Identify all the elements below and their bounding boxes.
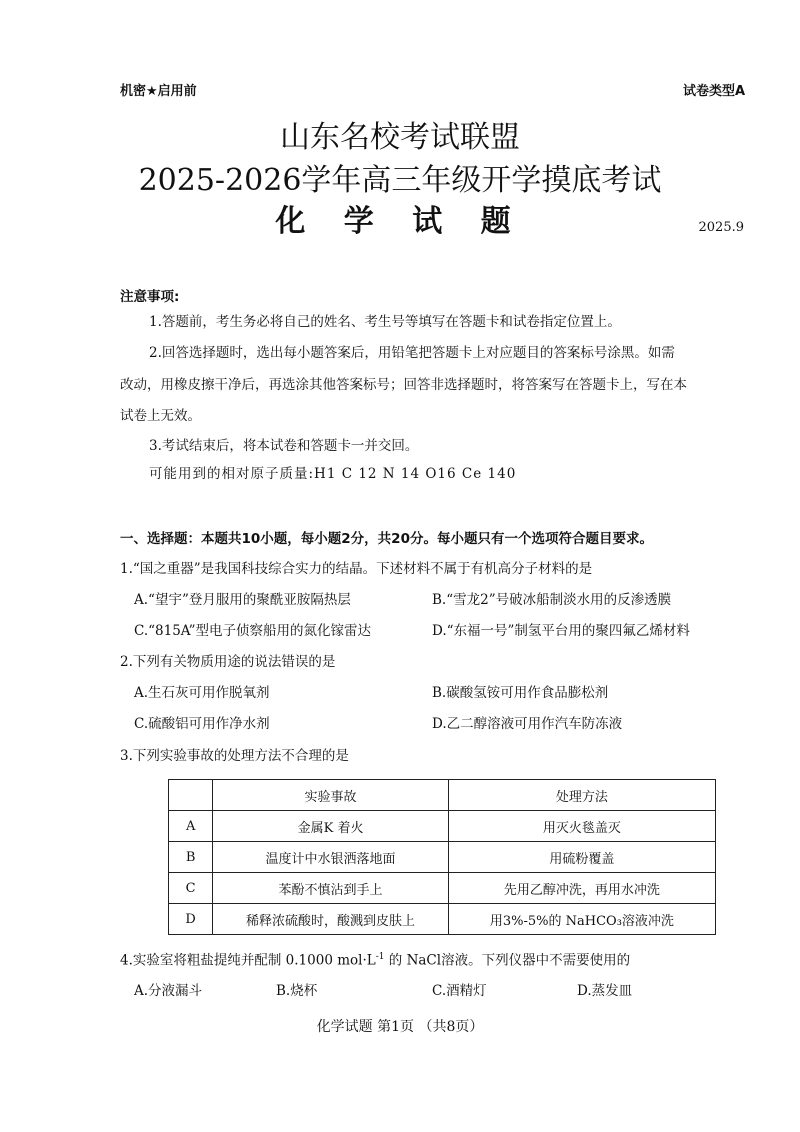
notice-item: 改动，用橡皮擦干净后，再选涂其他答案标号；回答非选择题时，将答案写在答题卡上，写在本 — [120, 377, 687, 393]
table-cell: A — [169, 811, 213, 842]
notice-item: 1.答题前，考生务必将自己的姓名、考生号等填写在答题卡和试卷指定位置上。 — [149, 314, 621, 330]
table-cell: 温度计中水银洒落地面 — [213, 842, 449, 873]
table-header-cell: 处理方法 — [448, 780, 715, 811]
table-row — [169, 873, 716, 904]
notice-item: 试卷上无效。 — [120, 408, 201, 424]
exam-union-title: 山东名校考试联盟 — [280, 120, 520, 155]
q4-stem-suffix: 的 NaCl溶液。下列仪器中不需要使用的 — [384, 952, 631, 969]
q1-option-a: A.“望宇”登月服用的聚酰亚胺隔热层 — [134, 592, 351, 608]
table-cell: 用硫粉覆盖 — [448, 842, 715, 873]
confidential-label: 机密★启用前 — [120, 84, 197, 99]
subject-title: 化 学 试 题 — [275, 204, 525, 239]
q4-option-a: A.分液漏斗 — [134, 983, 203, 999]
table-header-cell — [169, 780, 213, 811]
q4-option-c: C.酒精灯 — [432, 983, 487, 999]
q4-stem-prefix: 4.实验室将粗盐提纯并配制 — [120, 952, 286, 969]
table-row — [169, 811, 716, 842]
table-row — [169, 904, 716, 935]
notice-title: 注意事项: — [120, 289, 180, 305]
table-cell: C — [169, 873, 213, 904]
q2-option-d: D.乙二醇溶液可用作汽车防冻液 — [432, 716, 623, 732]
table-cell: 苯酚不慎沾到手上 — [213, 873, 449, 904]
q4-unit-exponent: -1 — [375, 952, 385, 962]
table-header-cell: 实验事故 — [213, 780, 449, 811]
q2-option-b: B.碳酸氢铵可用作食品膨松剂 — [432, 685, 609, 701]
q2-option-c: C.硫酸铝可用作净水剂 — [134, 716, 270, 732]
exam-name-title: 2025-2026学年高三年级开学摸底考试 — [138, 163, 662, 198]
page-footer: 化学试题 第1页 （共8页） — [316, 1019, 484, 1035]
table-cell: B — [169, 842, 213, 873]
exam-date: 2025.9 — [698, 220, 744, 235]
table-cell: 先用乙醇冲洗，再用水冲洗 — [448, 873, 715, 904]
table-cell: 用灭火毯盖灭 — [448, 811, 715, 842]
q4-option-d: D.蒸发皿 — [577, 983, 633, 999]
q1-option-b: B.“雪龙2”号破冰船制淡水用的反渗透膜 — [432, 592, 672, 608]
section-heading: 一、选择题：本题共10小题，每小题2分，共20分。每小题只有一个选项符合题目要求。 — [120, 531, 653, 547]
notice-item: 2.回答选择题时，选出每小题答案后，用铅笔把答题卡上对应题目的答案标号涂黑。如需 — [149, 345, 675, 361]
atomic-mass-note: 可能用到的相对原子质量:H1 C 12 N 14 O16 Ce 140 — [149, 466, 517, 482]
table-header-row — [169, 780, 716, 811]
q1-option-d: D.“东福一号”制氢平台用的聚四氟乙烯材料 — [432, 623, 690, 639]
q1-option-c: C.“815A”型电子侦察船用的氮化镓雷达 — [134, 623, 371, 639]
accident-table — [168, 779, 716, 935]
question-1-stem: 1.“国之重器”是我国科技综合实力的结晶。下述材料不属于有机高分子材料的是 — [120, 561, 593, 577]
question-4-stem — [120, 952, 630, 969]
table-row — [169, 842, 716, 873]
q4-concentration: 0.1000 mol·L — [285, 952, 376, 969]
q4-option-b: B.烧杯 — [276, 983, 318, 999]
table-cell: 用3%-5%的 NaHCO₃溶液冲洗 — [448, 904, 715, 935]
table-cell: 金属K 着火 — [213, 811, 449, 842]
question-3-stem: 3.下列实验事故的处理方法不合理的是 — [120, 748, 349, 764]
table-cell: D — [169, 904, 213, 935]
q2-option-a: A.生石灰可用作脱氧剂 — [134, 685, 270, 701]
notice-item: 3.考试结束后，将本试卷和答题卡一并交回。 — [149, 438, 419, 454]
table-cell: 稀释浓硫酸时，酸溅到皮肤上 — [213, 904, 449, 935]
question-2-stem: 2.下列有关物质用途的说法错误的是 — [120, 654, 336, 670]
paper-type-label: 试卷类型A — [682, 84, 745, 99]
